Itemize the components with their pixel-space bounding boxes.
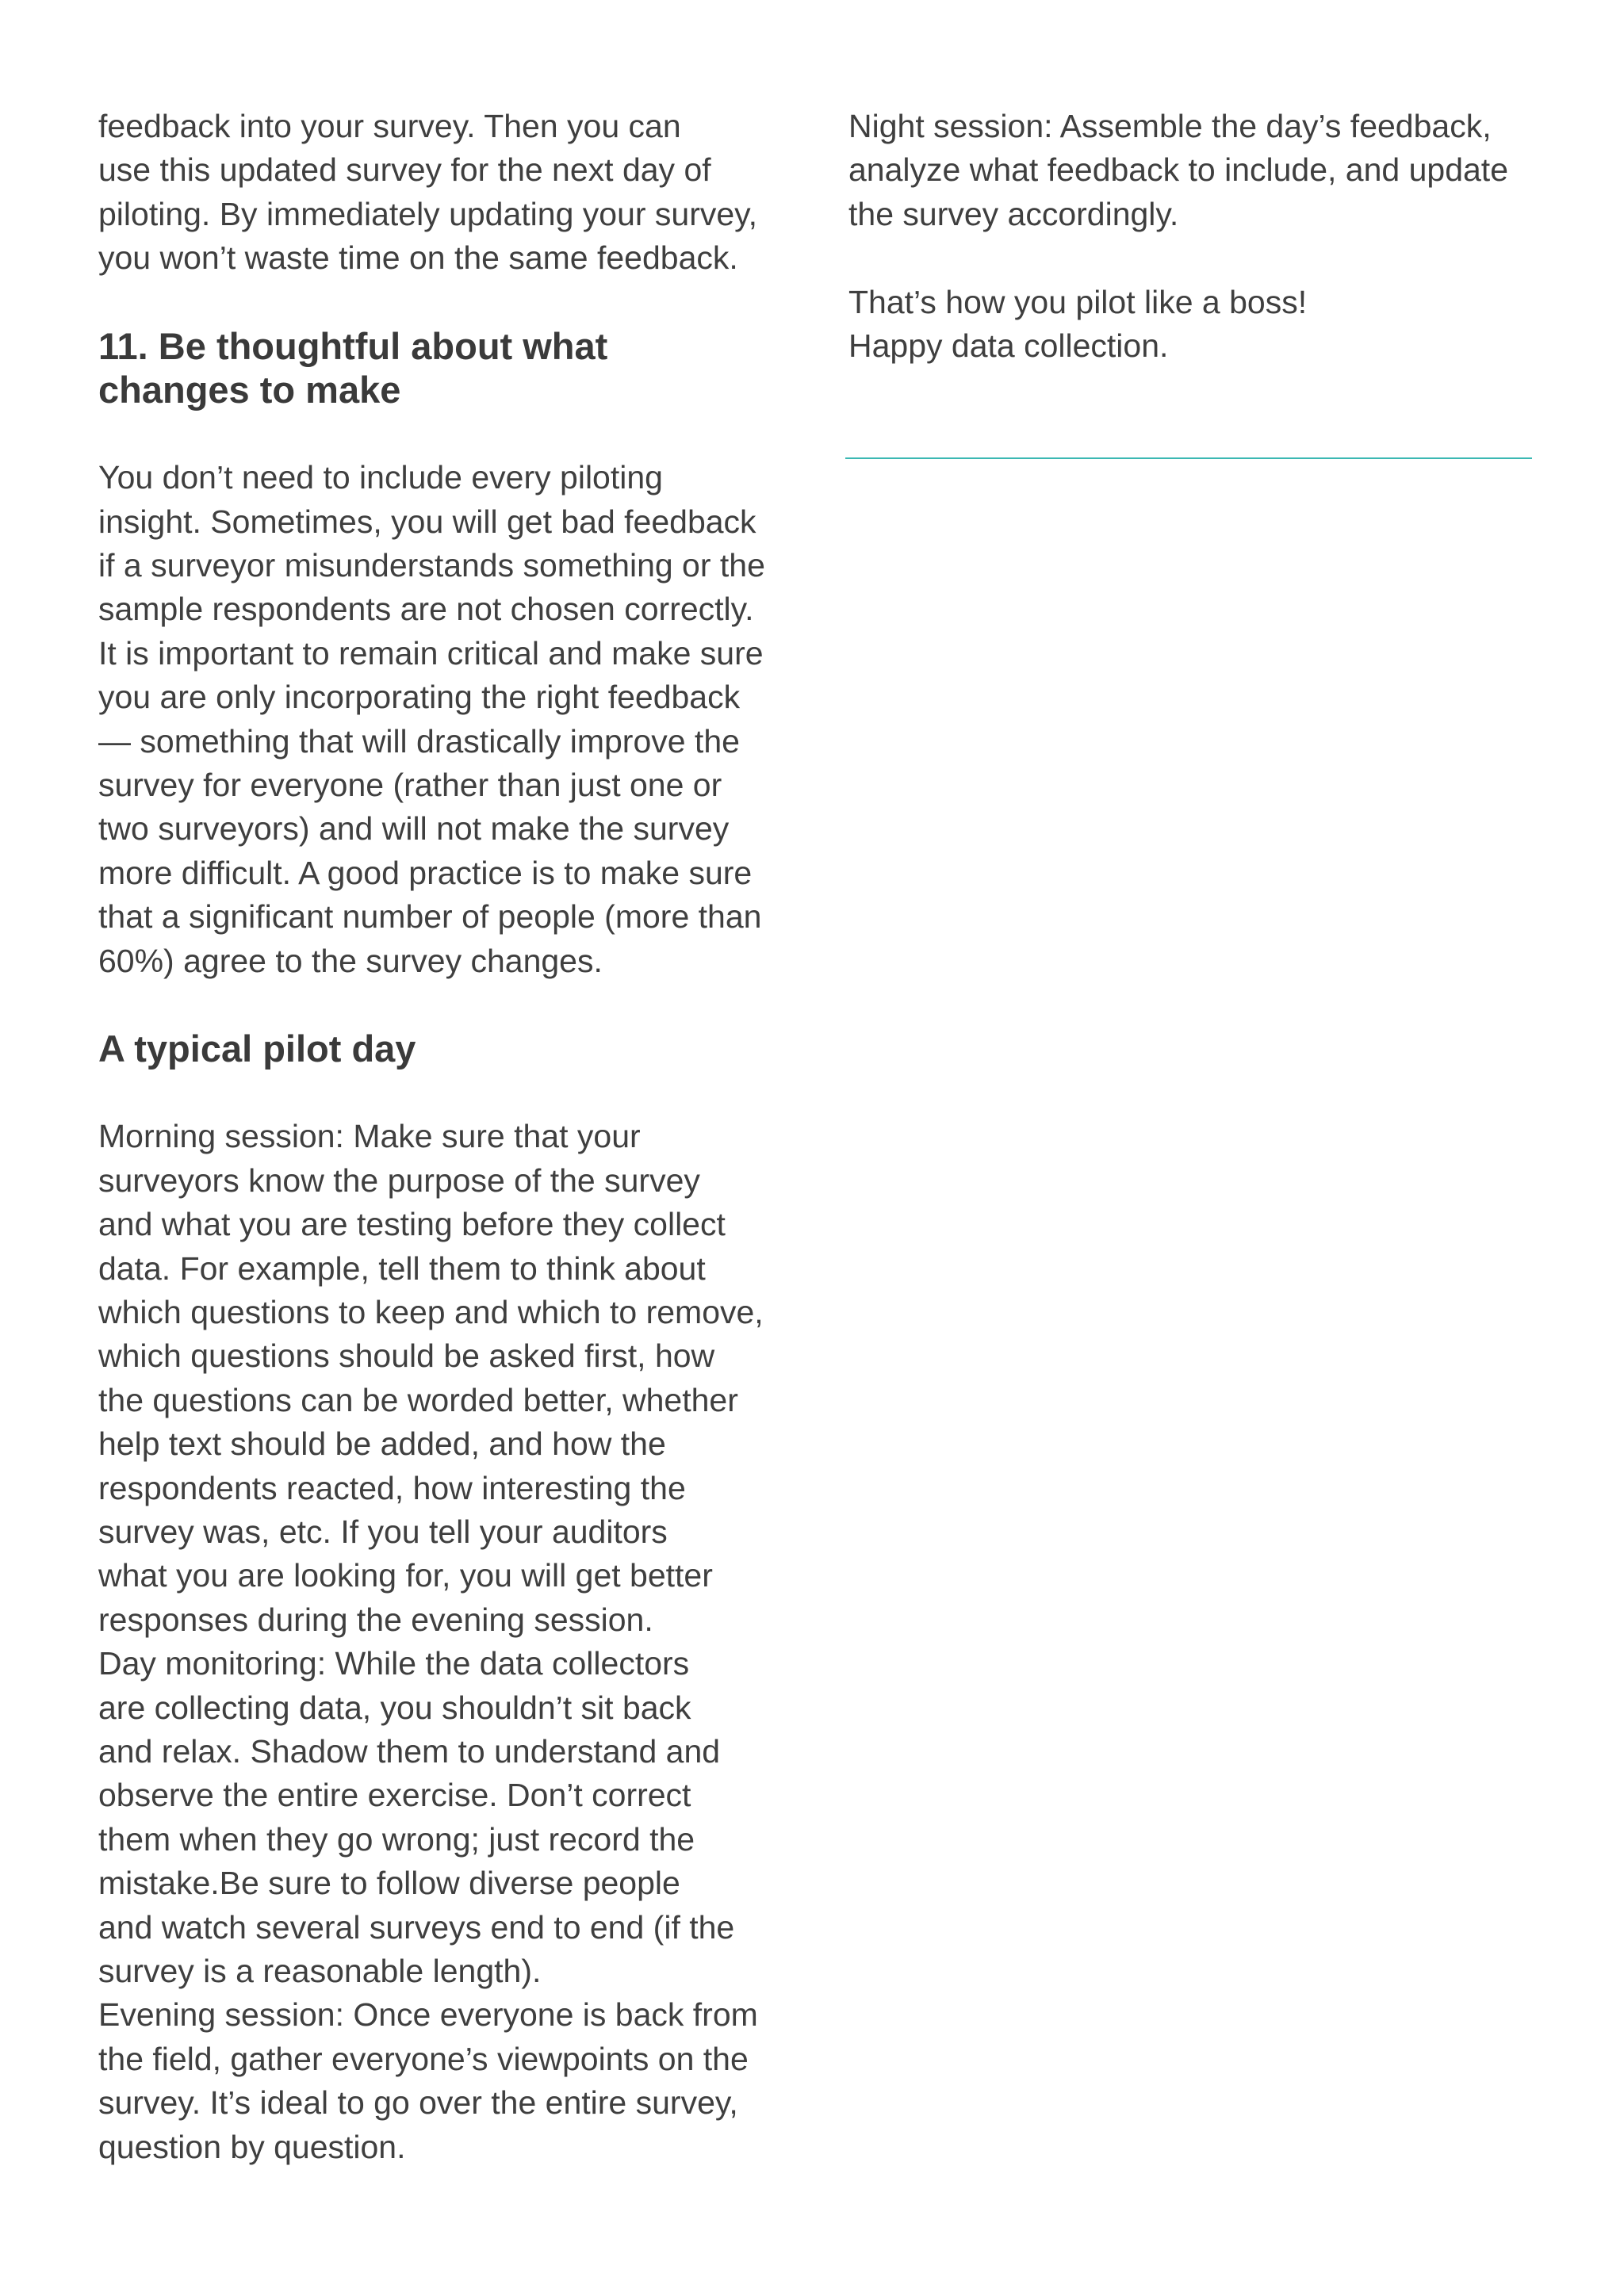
text-line: them when they go wrong; just record the — [98, 1820, 695, 1858]
text-line: question by question. — [98, 2128, 406, 2165]
text-line: insight. Sometimes, you will get bad feedback — [98, 503, 756, 540]
text-line: help text should be added, and how the — [98, 1425, 666, 1463]
spacer — [98, 281, 796, 324]
text-line: two surveyors) and will not make the survey — [98, 810, 730, 848]
intro-paragraph — [98, 105, 796, 281]
text-line: Day monitoring: While the data collectors — [98, 1645, 690, 1682]
night-session-paragraph — [848, 105, 1546, 236]
heading-line: changes to make — [98, 369, 401, 411]
text-line: if a surveyor misunderstands something or the — [98, 547, 765, 584]
text-line: that a significant number of people (more than — [98, 898, 762, 936]
text-line: respondents reacted, how interesting the — [98, 1469, 686, 1506]
section-11-heading — [98, 324, 796, 412]
text-line: which questions should be asked first, how — [98, 1337, 715, 1375]
text-line: what you are looking for, you will get better — [98, 1557, 713, 1594]
text-line: Evening session: Once everyone is back from — [98, 1996, 758, 2034]
text-line: 60%) agree to the survey changes. — [98, 942, 603, 979]
text-line: more difficult. A good practice is to make sure — [98, 854, 753, 891]
text-line: Night session: Assemble the day’s feedback, — [848, 108, 1492, 144]
text-line: survey was, etc. If you tell your auditors — [98, 1513, 668, 1550]
text-line: surveyors know the purpose of the survey — [98, 1161, 700, 1199]
heading-line: 11. Be thoughtful about what — [98, 325, 608, 368]
closing-paragraph — [848, 281, 1546, 369]
pilot-day-heading: A typical pilot day — [98, 1027, 416, 1070]
text-line: survey for everyone (rather than just one or — [98, 767, 722, 804]
left-column — [98, 105, 796, 2169]
text-line: survey. It’s ideal to go over the entire survey, — [98, 2084, 738, 2122]
section-11-body — [98, 456, 796, 983]
text-line: You don’t need to include every piloting — [98, 459, 663, 496]
section-divider-rule — [845, 457, 1532, 459]
text-line: That’s how you pilot like a boss! — [848, 283, 1308, 320]
text-line: use this updated survey for the next day of — [98, 151, 711, 189]
spacer — [98, 1071, 796, 1115]
text-line: feedback into your survey. Then you can — [98, 108, 681, 144]
text-line: and relax. Shadow them to understand and — [98, 1732, 721, 1770]
text-line: responses during the evening session. — [98, 1601, 653, 1638]
text-line: Happy data collection. — [848, 327, 1169, 365]
text-line: analyze what feedback to include, and update — [848, 151, 1508, 189]
text-line: and watch several surveys end to end (if the — [98, 1908, 735, 1946]
text-line: piloting. By immediately updating your survey, — [98, 195, 758, 232]
pilot-day-body — [98, 1115, 796, 2169]
text-line: the field, gather everyone’s viewpoints on the — [98, 2040, 749, 2077]
text-line: data. For example, tell them to think about — [98, 1249, 706, 1287]
text-line: sample respondents are not chosen correctly. — [98, 591, 754, 628]
right-column — [848, 105, 1546, 368]
text-line: the survey accordingly. — [848, 195, 1179, 232]
spacer — [848, 236, 1546, 280]
text-line: It is important to remain critical and make sure — [98, 634, 764, 672]
text-line: are collecting data, you shouldn’t sit back — [98, 1689, 691, 1726]
text-line: — something that will drastically improve the — [98, 722, 740, 760]
text-line: which questions to keep and which to remove, — [98, 1293, 764, 1330]
spacer — [98, 412, 796, 456]
text-line: you are only incorporating the right feedback — [98, 679, 741, 716]
text-line: survey is a reasonable length). — [98, 1953, 542, 1989]
text-line: observe the entire exercise. Don’t correct — [98, 1777, 691, 1814]
text-line: the questions can be worded better, whether — [98, 1381, 738, 1418]
text-line: Morning session: Make sure that your — [98, 1118, 641, 1155]
text-line: mistake.Be sure to follow diverse people — [98, 1865, 680, 1902]
text-line: and what you are testing before they collect — [98, 1206, 726, 1243]
text-line: you won’t waste time on the same feedback. — [98, 239, 738, 277]
spacer — [98, 983, 796, 1027]
